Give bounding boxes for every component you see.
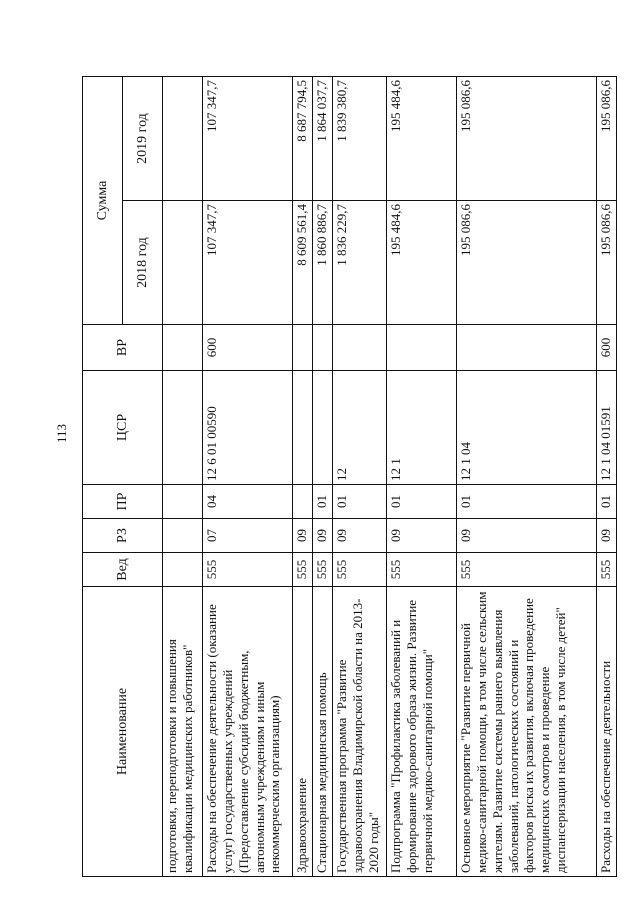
cell-2019: 107 347,7 bbox=[203, 77, 293, 201]
cell-name: Подпрограмма "Профилактика заболеваний и формирование здорового образа жизни. Развитие первичной медико-санитарной помощи" bbox=[387, 587, 457, 877]
cell-ved: 555 bbox=[203, 553, 293, 587]
cell-rz: 09 bbox=[333, 519, 387, 553]
cell-csr bbox=[313, 371, 333, 485]
cell-vr bbox=[293, 325, 313, 371]
cell-vr: 600 bbox=[203, 325, 293, 371]
cell-csr bbox=[163, 371, 203, 485]
cell-2019: 1 839 380,7 bbox=[333, 77, 387, 201]
cell-vr bbox=[313, 325, 333, 371]
header-2018: 2018 год bbox=[123, 201, 163, 325]
table-row bbox=[457, 77, 597, 877]
cell-ved: 555 bbox=[313, 553, 333, 587]
cell-2019: 195 086,6 bbox=[457, 77, 597, 201]
cell-csr: 12 1 04 bbox=[457, 371, 597, 485]
cell-ved: 555 bbox=[333, 553, 387, 587]
cell-2019: 1 864 037,7 bbox=[313, 77, 333, 201]
cell-2018: 107 347,7 bbox=[203, 201, 293, 325]
cell-pr: 01 bbox=[457, 485, 597, 519]
table-row bbox=[333, 77, 387, 877]
cell-2018: 195 086,6 bbox=[597, 201, 617, 325]
cell-2018: 8 609 561,4 bbox=[293, 201, 313, 325]
cell-2018: 1 860 886,7 bbox=[313, 201, 333, 325]
budget-table-container bbox=[82, 77, 613, 877]
cell-rz: 09 bbox=[387, 519, 457, 553]
cell-rz: 09 bbox=[597, 519, 617, 553]
cell-pr: 01 bbox=[313, 485, 333, 519]
cell-ved: 555 bbox=[457, 553, 597, 587]
table-row bbox=[293, 77, 313, 877]
cell-pr bbox=[163, 485, 203, 519]
table-row bbox=[387, 77, 457, 877]
cell-rz: 07 bbox=[203, 519, 293, 553]
cell-pr bbox=[293, 485, 313, 519]
cell-pr: 01 bbox=[387, 485, 457, 519]
cell-name: Основное мероприятие "Развитие первичной медико-санитарной помощи, в том числе сельским жителям. Развитие системы раннего выявления заболеваний, патологических состояний и факторов риска их развития, включая проведение медицинских осмотров и проведение диспансеризации населения, в том числе детей" bbox=[457, 587, 597, 877]
cell-2018: 195 484,6 bbox=[387, 201, 457, 325]
cell-2019: 195 086,6 bbox=[597, 77, 617, 201]
cell-vr bbox=[163, 325, 203, 371]
table-row bbox=[203, 77, 293, 877]
budget-table bbox=[82, 76, 617, 877]
table-row bbox=[163, 77, 203, 877]
cell-rz: 09 bbox=[293, 519, 313, 553]
header-2019: 2019 год bbox=[123, 77, 163, 201]
cell-2019: 8 687 794,5 bbox=[293, 77, 313, 201]
cell-rz bbox=[163, 519, 203, 553]
cell-vr bbox=[457, 325, 597, 371]
cell-ved: 555 bbox=[293, 553, 313, 587]
header-ved: Вед bbox=[83, 553, 163, 587]
cell-name: Расходы на обеспечение деятельности (оказание услуг) государственных учреждений (Предоставление субсидий бюджетным, автономным учреждениям и иным некоммерческим организациям) bbox=[203, 587, 293, 877]
cell-2018 bbox=[163, 201, 203, 325]
header-vr: ВР bbox=[83, 325, 163, 371]
cell-name: Стационарная медицинская помощь bbox=[313, 587, 333, 877]
cell-csr: 12 bbox=[333, 371, 387, 485]
cell-vr bbox=[387, 325, 457, 371]
table-row bbox=[597, 77, 617, 877]
cell-vr bbox=[333, 325, 387, 371]
cell-ved: 555 bbox=[597, 553, 617, 587]
cell-pr: 04 bbox=[203, 485, 293, 519]
page-number: 113 bbox=[54, 423, 69, 443]
header-csr: ЦСР bbox=[83, 371, 163, 485]
header-sum: Сумма bbox=[83, 77, 123, 325]
cell-csr: 12 1 04 01591 bbox=[597, 371, 617, 485]
table-row bbox=[313, 77, 333, 877]
cell-name: Расходы на обеспечение деятельности bbox=[597, 587, 617, 877]
cell-rz: 09 bbox=[457, 519, 597, 553]
cell-vr: 600 bbox=[597, 325, 617, 371]
cell-csr: 12 6 01 00590 bbox=[203, 371, 293, 485]
header-pr: ПР bbox=[83, 485, 163, 519]
cell-name: подготовки, переподготовки и повышения квалификации медицинских работников" bbox=[163, 587, 203, 877]
cell-name: Государственная программа "Развитие здравоохранения Владимирской области на 2013-2020 годы" bbox=[333, 587, 387, 877]
header-rz: РЗ bbox=[83, 519, 163, 553]
cell-ved bbox=[163, 553, 203, 587]
cell-name: Здравоохранение bbox=[293, 587, 313, 877]
cell-csr: 12 1 bbox=[387, 371, 457, 485]
cell-2018: 195 086,6 bbox=[457, 201, 597, 325]
cell-2018: 1 836 229,7 bbox=[333, 201, 387, 325]
cell-rz: 09 bbox=[313, 519, 333, 553]
cell-pr: 01 bbox=[597, 485, 617, 519]
cell-ved: 555 bbox=[387, 553, 457, 587]
cell-csr bbox=[293, 371, 313, 485]
cell-pr: 01 bbox=[333, 485, 387, 519]
header-name: Наименование bbox=[83, 587, 163, 877]
cell-2019: 195 484,6 bbox=[387, 77, 457, 201]
cell-2019 bbox=[163, 77, 203, 201]
